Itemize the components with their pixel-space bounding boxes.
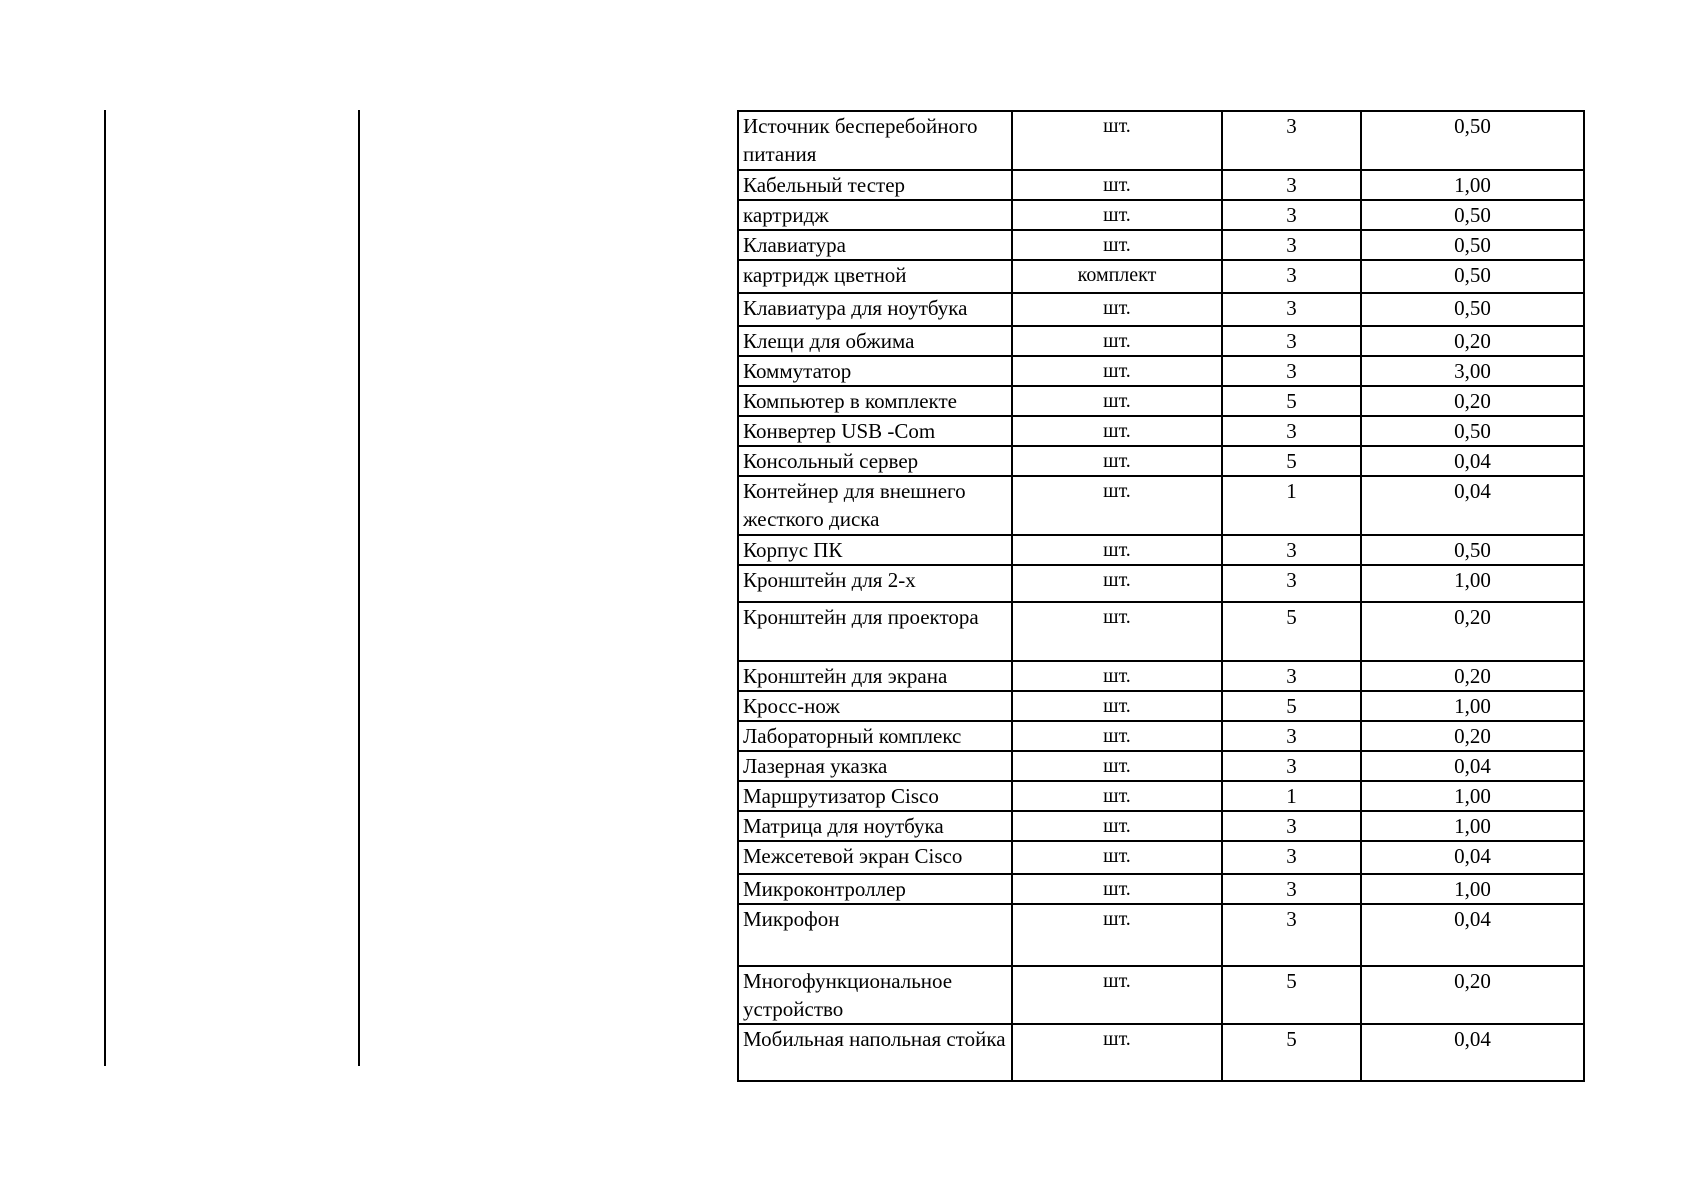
item-value-cell: 0,50	[1361, 260, 1584, 293]
item-name-cell: Маршрутизатор Cisco	[738, 781, 1012, 811]
item-quantity-cell: 3	[1222, 841, 1361, 874]
item-name-cell: Кронштейн для проектора	[738, 602, 1012, 661]
item-quantity-cell: 5	[1222, 446, 1361, 476]
item-quantity-cell: 3	[1222, 111, 1361, 170]
item-quantity-cell: 3	[1222, 356, 1361, 386]
item-quantity-cell: 3	[1222, 721, 1361, 751]
item-quantity-cell: 3	[1222, 811, 1361, 841]
item-quantity-cell: 3	[1222, 416, 1361, 446]
item-unit-cell: шт.	[1012, 416, 1222, 446]
item-quantity-cell: 5	[1222, 1024, 1361, 1081]
item-unit-cell: шт.	[1012, 811, 1222, 841]
item-name-cell: Источник бесперебойного питания	[738, 111, 1012, 170]
item-name-cell: Лабораторный комплекс	[738, 721, 1012, 751]
table-row	[738, 811, 1584, 841]
item-unit-cell: шт.	[1012, 446, 1222, 476]
item-value-cell: 0,20	[1361, 966, 1584, 1024]
table-row	[738, 230, 1584, 260]
item-name-cell: Консольный сервер	[738, 446, 1012, 476]
item-quantity-cell: 3	[1222, 200, 1361, 230]
table-row	[738, 356, 1584, 386]
table-row	[738, 535, 1584, 565]
item-value-cell: 0,04	[1361, 904, 1584, 966]
item-quantity-cell: 3	[1222, 293, 1361, 326]
table-row	[738, 602, 1584, 661]
item-quantity-cell: 1	[1222, 476, 1361, 535]
table-row	[738, 781, 1584, 811]
table-row	[738, 416, 1584, 446]
item-quantity-cell: 5	[1222, 602, 1361, 661]
item-value-cell: 0,20	[1361, 661, 1584, 691]
left-border-line	[104, 110, 106, 1066]
item-quantity-cell: 3	[1222, 230, 1361, 260]
item-value-cell: 0,04	[1361, 476, 1584, 535]
item-unit-cell: шт.	[1012, 751, 1222, 781]
item-quantity-cell: 3	[1222, 326, 1361, 356]
table-row	[738, 170, 1584, 200]
table-row	[738, 751, 1584, 781]
item-value-cell: 0,50	[1361, 230, 1584, 260]
item-value-cell: 1,00	[1361, 811, 1584, 841]
item-name-cell: Конвертер USB -Com	[738, 416, 1012, 446]
item-quantity-cell: 5	[1222, 691, 1361, 721]
table-row	[738, 841, 1584, 874]
item-quantity-cell: 3	[1222, 751, 1361, 781]
item-unit-cell: шт.	[1012, 874, 1222, 904]
table-row	[738, 1024, 1584, 1081]
item-value-cell: 0,50	[1361, 200, 1584, 230]
item-unit-cell: шт.	[1012, 476, 1222, 535]
table-row	[738, 691, 1584, 721]
item-unit-cell: шт.	[1012, 841, 1222, 874]
item-name-cell: Кабельный тестер	[738, 170, 1012, 200]
item-value-cell: 0,50	[1361, 111, 1584, 170]
table-row	[738, 661, 1584, 691]
item-value-cell: 0,20	[1361, 721, 1584, 751]
item-value-cell: 0,20	[1361, 386, 1584, 416]
item-name-cell: Клавиатура	[738, 230, 1012, 260]
item-name-cell: Микрофон	[738, 904, 1012, 966]
table-row	[738, 565, 1584, 602]
item-quantity-cell: 1	[1222, 781, 1361, 811]
item-name-cell: Лазерная указка	[738, 751, 1012, 781]
item-value-cell: 1,00	[1361, 874, 1584, 904]
item-name-cell: картридж	[738, 200, 1012, 230]
item-name-cell: Кронштейн для 2-х	[738, 565, 1012, 602]
item-quantity-cell: 3	[1222, 904, 1361, 966]
item-quantity-cell: 3	[1222, 661, 1361, 691]
item-unit-cell: шт.	[1012, 170, 1222, 200]
item-name-cell: Мобильная напольная стойка	[738, 1024, 1012, 1081]
item-unit-cell: шт.	[1012, 230, 1222, 260]
item-name-cell: Матрица для ноутбука	[738, 811, 1012, 841]
item-unit-cell: шт.	[1012, 326, 1222, 356]
item-name-cell: Клещи для обжима	[738, 326, 1012, 356]
item-unit-cell: шт.	[1012, 966, 1222, 1024]
item-name-cell: Компьютер в комплекте	[738, 386, 1012, 416]
item-quantity-cell: 3	[1222, 535, 1361, 565]
item-quantity-cell: 5	[1222, 386, 1361, 416]
table-row	[738, 904, 1584, 966]
item-name-cell: Межсетевой экран Cisco	[738, 841, 1012, 874]
table-row	[738, 293, 1584, 326]
column-divider-line	[358, 110, 360, 1066]
item-value-cell: 0,50	[1361, 416, 1584, 446]
item-unit-cell: шт.	[1012, 293, 1222, 326]
table-row	[738, 874, 1584, 904]
item-value-cell: 1,00	[1361, 170, 1584, 200]
item-name-cell: Кросс-нож	[738, 691, 1012, 721]
item-quantity-cell: 3	[1222, 565, 1361, 602]
item-unit-cell: шт.	[1012, 535, 1222, 565]
item-value-cell: 0,04	[1361, 751, 1584, 781]
item-value-cell: 1,00	[1361, 781, 1584, 811]
item-unit-cell: шт.	[1012, 356, 1222, 386]
item-value-cell: 0,04	[1361, 841, 1584, 874]
item-unit-cell: шт.	[1012, 111, 1222, 170]
item-unit-cell: шт.	[1012, 1024, 1222, 1081]
item-value-cell: 0,04	[1361, 446, 1584, 476]
table-row	[738, 446, 1584, 476]
item-name-cell: Коммутатор	[738, 356, 1012, 386]
item-value-cell: 1,00	[1361, 565, 1584, 602]
item-name-cell: Клавиатура для ноутбука	[738, 293, 1012, 326]
item-unit-cell: шт.	[1012, 691, 1222, 721]
item-value-cell: 0,20	[1361, 602, 1584, 661]
table-row	[738, 386, 1584, 416]
item-unit-cell: шт.	[1012, 721, 1222, 751]
item-value-cell: 3,00	[1361, 356, 1584, 386]
item-unit-cell: шт.	[1012, 904, 1222, 966]
item-name-cell: Корпус ПК	[738, 535, 1012, 565]
item-name-cell: Кронштейн для экрана	[738, 661, 1012, 691]
table-row	[738, 111, 1584, 170]
item-quantity-cell: 3	[1222, 260, 1361, 293]
item-name-cell: Контейнер для внешнего жесткого диска	[738, 476, 1012, 535]
item-unit-cell: шт.	[1012, 565, 1222, 602]
item-unit-cell: шт.	[1012, 661, 1222, 691]
table-row	[738, 326, 1584, 356]
table-row	[738, 966, 1584, 1024]
table-row	[738, 260, 1584, 293]
item-name-cell: картридж цветной	[738, 260, 1012, 293]
table-row	[738, 200, 1584, 230]
table-row	[738, 721, 1584, 751]
table-row	[738, 476, 1584, 535]
item-unit-cell: шт.	[1012, 200, 1222, 230]
item-value-cell: 0,50	[1361, 293, 1584, 326]
item-quantity-cell: 3	[1222, 170, 1361, 200]
item-unit-cell: шт.	[1012, 602, 1222, 661]
item-value-cell: 0,04	[1361, 1024, 1584, 1081]
item-quantity-cell: 3	[1222, 874, 1361, 904]
item-unit-cell: комплект	[1012, 260, 1222, 293]
item-name-cell: Микроконтроллер	[738, 874, 1012, 904]
item-quantity-cell: 5	[1222, 966, 1361, 1024]
item-name-cell: Многофункциональное устройство	[738, 966, 1012, 1024]
item-value-cell: 1,00	[1361, 691, 1584, 721]
equipment-table-body	[738, 111, 1584, 1081]
item-value-cell: 0,50	[1361, 535, 1584, 565]
item-unit-cell: шт.	[1012, 386, 1222, 416]
equipment-table	[737, 110, 1585, 1082]
item-value-cell: 0,20	[1361, 326, 1584, 356]
item-unit-cell: шт.	[1012, 781, 1222, 811]
